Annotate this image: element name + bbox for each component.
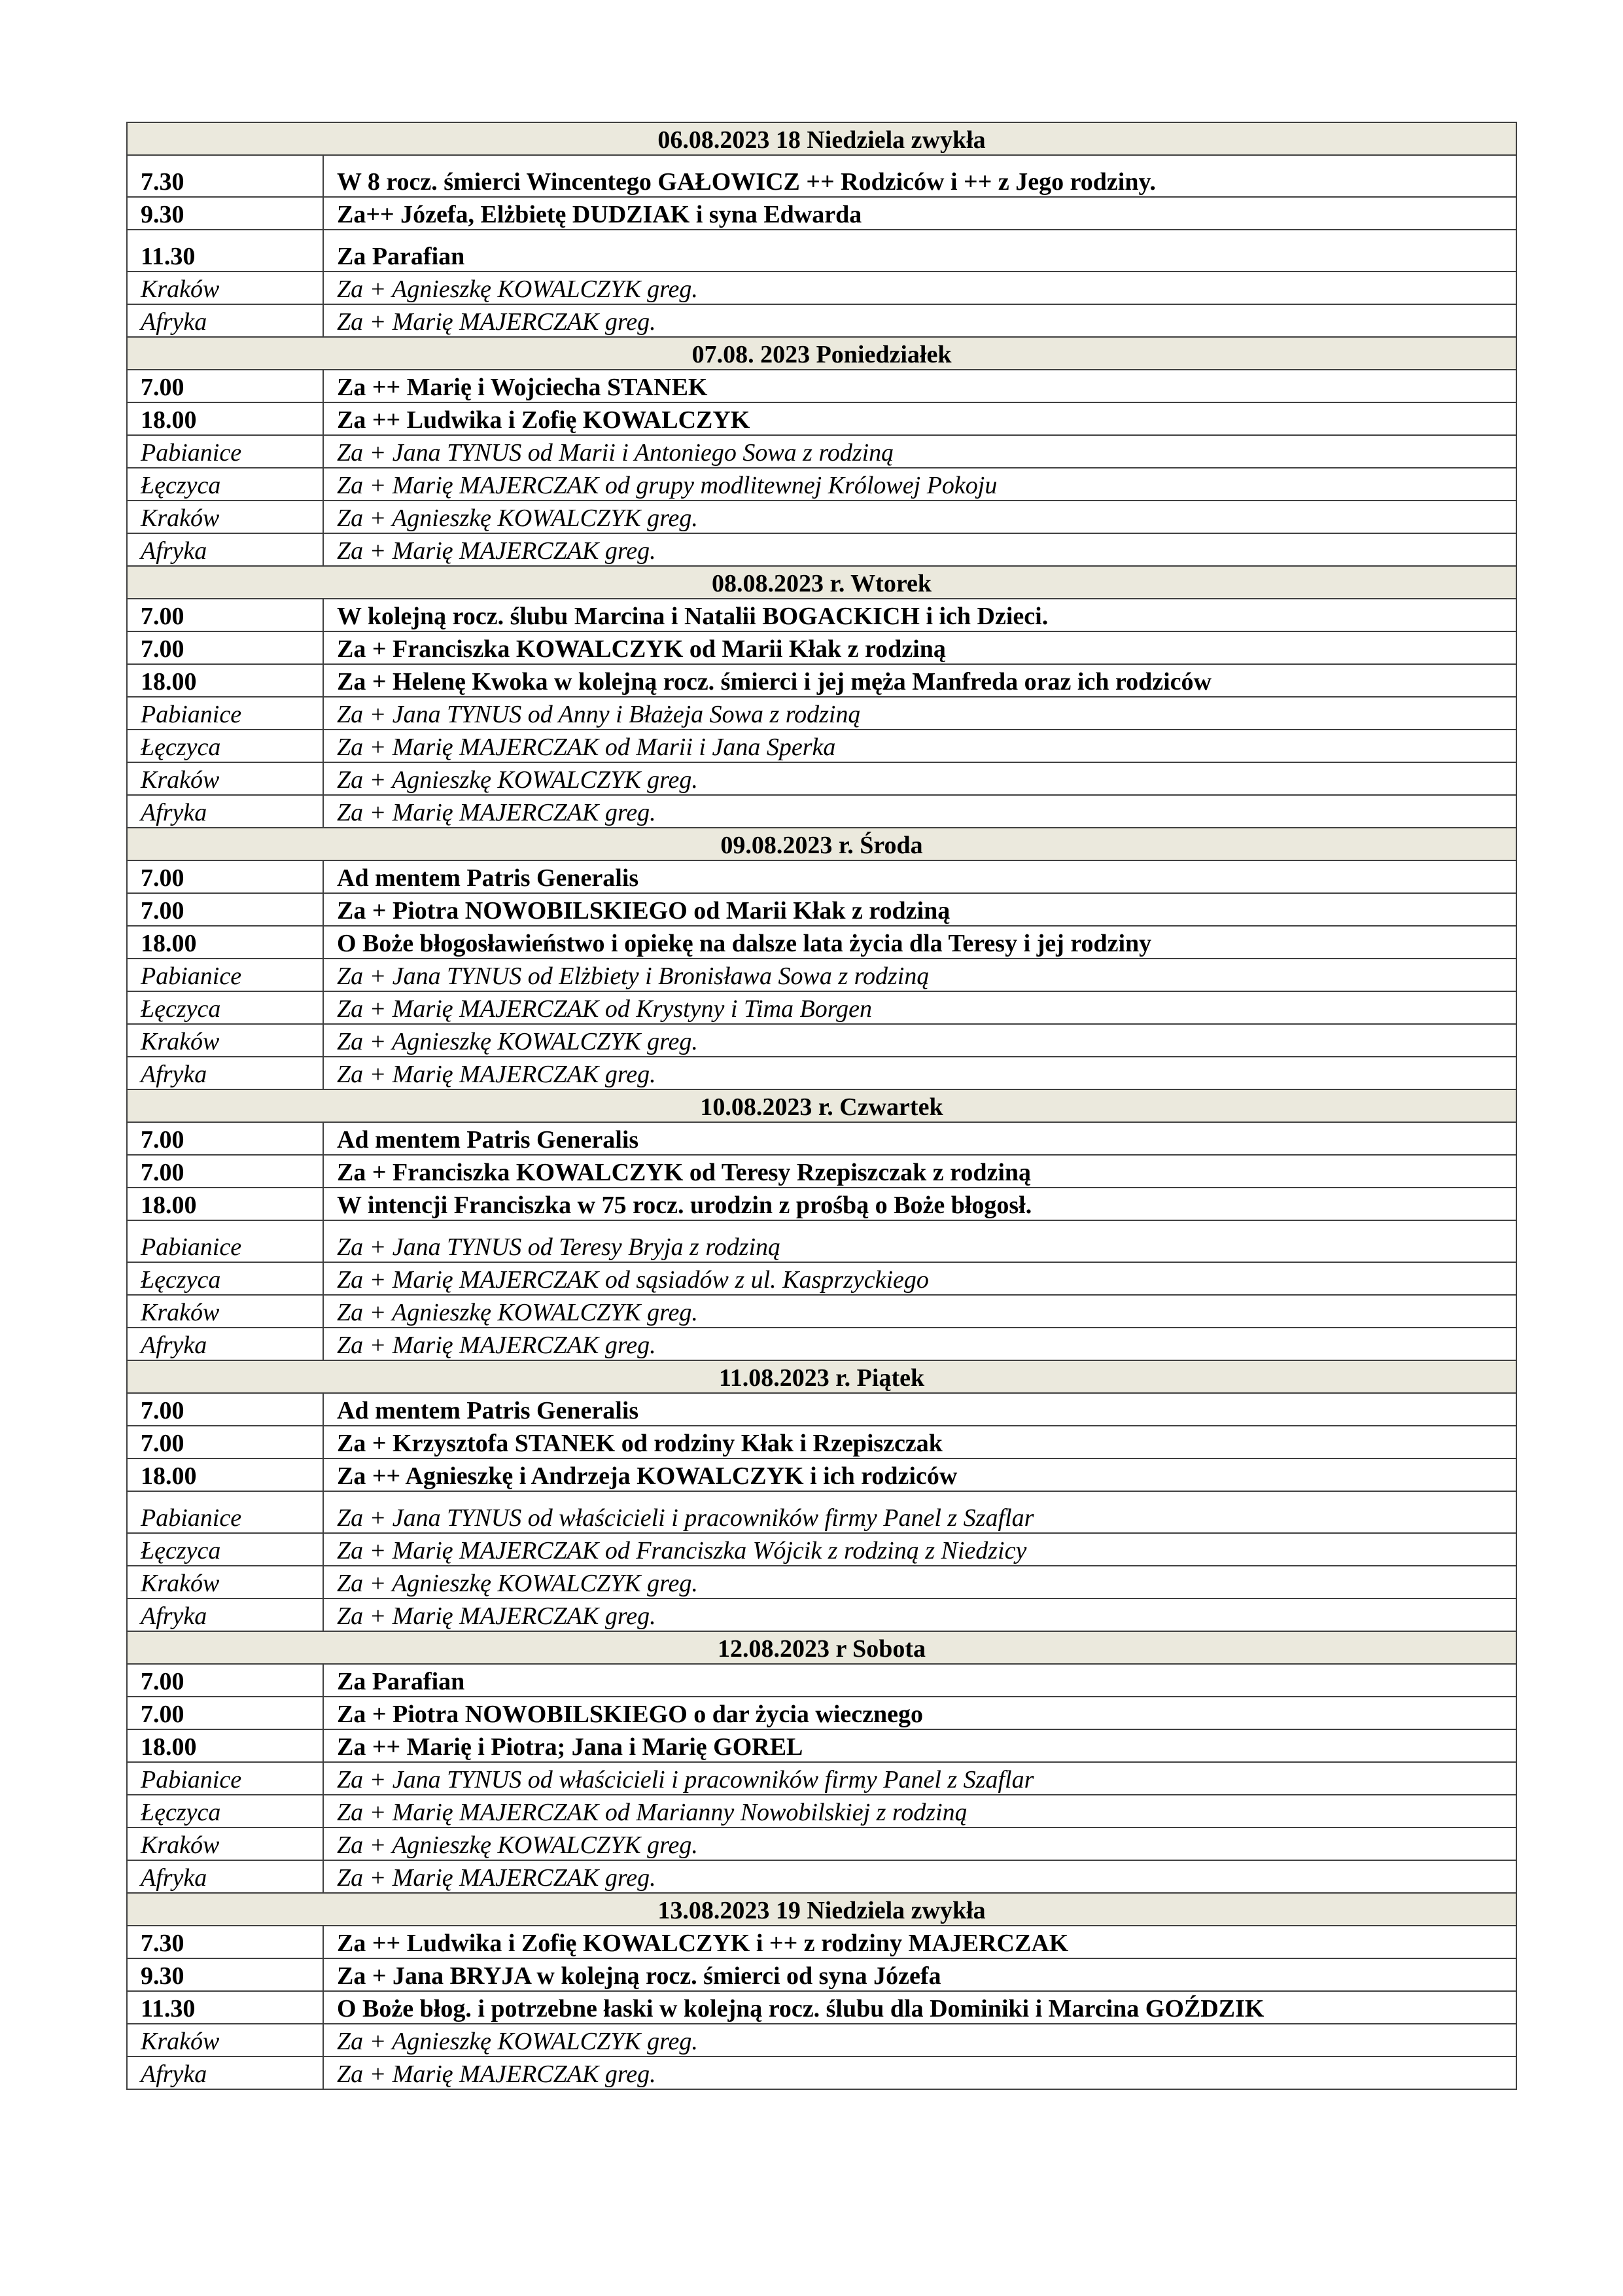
mass-row bbox=[127, 1926, 1516, 1958]
location-cell: Afryka bbox=[127, 533, 323, 566]
mass-row bbox=[127, 1426, 1516, 1458]
location-cell: Pabianice bbox=[127, 435, 323, 468]
intention-cell: Za + Franciszka KOWALCZYK od Teresy Rzepiszczak z rodziną bbox=[323, 1155, 1516, 1188]
mass-row bbox=[127, 1122, 1516, 1155]
intention-cell: Za + Agnieszkę KOWALCZYK greg. bbox=[323, 762, 1516, 795]
gregorian-row bbox=[127, 1828, 1516, 1860]
mass-row bbox=[127, 1958, 1516, 1991]
intention-cell: Za + Jana BRYJA w kolejną rocz. śmierci od syna Józefa bbox=[323, 1958, 1516, 1991]
gregorian-row bbox=[127, 762, 1516, 795]
time-cell: 11.30 bbox=[127, 230, 323, 272]
intention-cell: Za + Marię MAJERCZAK greg. bbox=[323, 1057, 1516, 1089]
intention-cell: Za + Agnieszkę KOWALCZYK greg. bbox=[323, 501, 1516, 533]
intention-cell: Za + Jana TYNUS od Anny i Błażeja Sowa z rodziną bbox=[323, 697, 1516, 730]
intention-cell: Za ++ Marię i Wojciecha STANEK bbox=[323, 370, 1516, 402]
intention-cell: Za + Helenę Kwoka w kolejną rocz. śmierci i jej męża Manfreda oraz ich rodziców bbox=[323, 664, 1516, 697]
location-cell: Pabianice bbox=[127, 1220, 323, 1262]
time-cell: 9.30 bbox=[127, 1958, 323, 1991]
location-cell: Kraków bbox=[127, 1566, 323, 1598]
mass-row bbox=[127, 664, 1516, 697]
day-header: 06.08.2023 18 Niedziela zwykła bbox=[127, 122, 1516, 155]
mass-row bbox=[127, 402, 1516, 435]
intention-cell: Za + Marię MAJERCZAK greg. bbox=[323, 304, 1516, 337]
time-cell: 7.00 bbox=[127, 1122, 323, 1155]
location-cell: Łęczyca bbox=[127, 991, 323, 1024]
gregorian-row bbox=[127, 1762, 1516, 1795]
gregorian-row bbox=[127, 795, 1516, 828]
time-cell: 7.30 bbox=[127, 155, 323, 197]
gregorian-row bbox=[127, 468, 1516, 501]
intention-cell: Za + Marię MAJERCZAK od sąsiadów z ul. Kasprzyckiego bbox=[323, 1262, 1516, 1295]
location-cell: Kraków bbox=[127, 1024, 323, 1057]
location-cell: Łęczyca bbox=[127, 468, 323, 501]
gregorian-row bbox=[127, 2024, 1516, 2057]
gregorian-row bbox=[127, 1860, 1516, 1893]
intention-cell: Za ++ Ludwika i Zofię KOWALCZYK bbox=[323, 402, 1516, 435]
intention-cell: Za + Marię MAJERCZAK od Marianny Nowobilskiej z rodziną bbox=[323, 1795, 1516, 1828]
mass-row bbox=[127, 1697, 1516, 1729]
mass-row bbox=[127, 1458, 1516, 1491]
intention-cell: Za ++ Agnieszkę i Andrzeja KOWALCZYK i ich rodziców bbox=[323, 1458, 1516, 1491]
intention-cell: Za + Agnieszkę KOWALCZYK greg. bbox=[323, 1828, 1516, 1860]
gregorian-row bbox=[127, 304, 1516, 337]
mass-row bbox=[127, 1664, 1516, 1697]
mass-row bbox=[127, 860, 1516, 893]
intention-cell: W kolejną rocz. ślubu Marcina i Natalii BOGACKICH i ich Dzieci. bbox=[323, 599, 1516, 631]
location-cell: Kraków bbox=[127, 272, 323, 304]
intention-cell: Za + Jana TYNUS od właścicieli i pracowników firmy Panel z Szaflar bbox=[323, 1762, 1516, 1795]
intention-cell: Ad mentem Patris Generalis bbox=[323, 1122, 1516, 1155]
intention-cell: Za Parafian bbox=[323, 230, 1516, 272]
mass-row bbox=[127, 1188, 1516, 1220]
intention-cell: Za++ Józefa, Elżbietę DUDZIAK i syna Edwarda bbox=[323, 197, 1516, 230]
gregorian-row bbox=[127, 435, 1516, 468]
intention-cell: Ad mentem Patris Generalis bbox=[323, 860, 1516, 893]
intention-cell: Za + Marię MAJERCZAK greg. bbox=[323, 533, 1516, 566]
gregorian-row bbox=[127, 272, 1516, 304]
gregorian-row bbox=[127, 1533, 1516, 1566]
location-cell: Afryka bbox=[127, 1328, 323, 1360]
intention-cell: Za + Agnieszkę KOWALCZYK greg. bbox=[323, 1295, 1516, 1328]
gregorian-row bbox=[127, 1491, 1516, 1533]
location-cell: Pabianice bbox=[127, 959, 323, 991]
gregorian-row bbox=[127, 533, 1516, 566]
day-header-row bbox=[127, 1893, 1516, 1926]
location-cell: Kraków bbox=[127, 762, 323, 795]
intention-cell: Za + Jana TYNUS od Marii i Antoniego Sowa z rodziną bbox=[323, 435, 1516, 468]
intention-cell: Za + Marię MAJERCZAK greg. bbox=[323, 2057, 1516, 2089]
intention-cell: Za + Marię MAJERCZAK greg. bbox=[323, 1328, 1516, 1360]
gregorian-row bbox=[127, 1328, 1516, 1360]
time-cell: 7.00 bbox=[127, 1664, 323, 1697]
intention-cell: Za + Piotra NOWOBILSKIEGO od Marii Kłak z rodziną bbox=[323, 893, 1516, 926]
time-cell: 7.00 bbox=[127, 1393, 323, 1426]
mass-row bbox=[127, 1393, 1516, 1426]
intention-cell: O Boże błogosławieństwo i opiekę na dalsze lata życia dla Teresy i jej rodziny bbox=[323, 926, 1516, 959]
intention-cell: Za + Jana TYNUS od Teresy Bryja z rodziną bbox=[323, 1220, 1516, 1262]
intention-cell: Ad mentem Patris Generalis bbox=[323, 1393, 1516, 1426]
location-cell: Afryka bbox=[127, 1598, 323, 1631]
gregorian-row bbox=[127, 1220, 1516, 1262]
mass-row bbox=[127, 1729, 1516, 1762]
mass-row bbox=[127, 1991, 1516, 2024]
gregorian-row bbox=[127, 1598, 1516, 1631]
gregorian-row bbox=[127, 991, 1516, 1024]
gregorian-row bbox=[127, 959, 1516, 991]
intention-cell: Za ++ Ludwika i Zofię KOWALCZYK i ++ z rodziny MAJERCZAK bbox=[323, 1926, 1516, 1958]
intention-cell: Za + Agnieszkę KOWALCZYK greg. bbox=[323, 272, 1516, 304]
day-header: 07.08. 2023 Poniedziałek bbox=[127, 337, 1516, 370]
intention-cell: Za + Franciszka KOWALCZYK od Marii Kłak z rodziną bbox=[323, 631, 1516, 664]
intention-cell: Za + Marię MAJERCZAK od Marii i Jana Sperka bbox=[323, 730, 1516, 762]
time-cell: 18.00 bbox=[127, 1188, 323, 1220]
location-cell: Łęczyca bbox=[127, 730, 323, 762]
day-header: 09.08.2023 r. Środa bbox=[127, 828, 1516, 860]
day-header: 10.08.2023 r. Czwartek bbox=[127, 1089, 1516, 1122]
mass-row bbox=[127, 230, 1516, 272]
day-header-row bbox=[127, 1089, 1516, 1122]
location-cell: Kraków bbox=[127, 1295, 323, 1328]
location-cell: Pabianice bbox=[127, 1491, 323, 1533]
mass-row bbox=[127, 155, 1516, 197]
intention-cell: Za + Agnieszkę KOWALCZYK greg. bbox=[323, 1024, 1516, 1057]
location-cell: Kraków bbox=[127, 2024, 323, 2057]
gregorian-row bbox=[127, 1295, 1516, 1328]
location-cell: Łęczyca bbox=[127, 1795, 323, 1828]
location-cell: Łęczyca bbox=[127, 1262, 323, 1295]
day-header: 11.08.2023 r. Piątek bbox=[127, 1360, 1516, 1393]
location-cell: Afryka bbox=[127, 2057, 323, 2089]
time-cell: 7.30 bbox=[127, 1926, 323, 1958]
time-cell: 7.00 bbox=[127, 599, 323, 631]
location-cell: Afryka bbox=[127, 795, 323, 828]
day-header-row bbox=[127, 1631, 1516, 1664]
time-cell: 7.00 bbox=[127, 1697, 323, 1729]
intention-cell: Za + Agnieszkę KOWALCZYK greg. bbox=[323, 1566, 1516, 1598]
time-cell: 7.00 bbox=[127, 1426, 323, 1458]
gregorian-row bbox=[127, 1795, 1516, 1828]
time-cell: 7.00 bbox=[127, 631, 323, 664]
intention-cell: O Boże błog. i potrzebne łaski w kolejną rocz. ślubu dla Dominiki i Marcina GOŹDZIK bbox=[323, 1991, 1516, 2024]
gregorian-row bbox=[127, 1262, 1516, 1295]
time-cell: 18.00 bbox=[127, 926, 323, 959]
time-cell: 18.00 bbox=[127, 1729, 323, 1762]
gregorian-row bbox=[127, 730, 1516, 762]
time-cell: 7.00 bbox=[127, 893, 323, 926]
gregorian-row bbox=[127, 697, 1516, 730]
day-header-row bbox=[127, 122, 1516, 155]
gregorian-row bbox=[127, 1566, 1516, 1598]
location-cell: Kraków bbox=[127, 501, 323, 533]
intention-cell: Za + Marię MAJERCZAK od grupy modlitewnej Królowej Pokoju bbox=[323, 468, 1516, 501]
mass-row bbox=[127, 370, 1516, 402]
day-header-row bbox=[127, 828, 1516, 860]
intention-cell: Za + Jana TYNUS od Elżbiety i Bronisława Sowa z rodziną bbox=[323, 959, 1516, 991]
location-cell: Afryka bbox=[127, 1057, 323, 1089]
gregorian-row bbox=[127, 1024, 1516, 1057]
time-cell: 7.00 bbox=[127, 1155, 323, 1188]
location-cell: Afryka bbox=[127, 1860, 323, 1893]
mass-row bbox=[127, 631, 1516, 664]
intention-cell: Za + Krzysztofa STANEK od rodziny Kłak i Rzepiszczak bbox=[323, 1426, 1516, 1458]
location-cell: Pabianice bbox=[127, 697, 323, 730]
location-cell: Kraków bbox=[127, 1828, 323, 1860]
mass-row bbox=[127, 599, 1516, 631]
mass-row bbox=[127, 926, 1516, 959]
day-header-row bbox=[127, 337, 1516, 370]
day-header-row bbox=[127, 566, 1516, 599]
mass-row bbox=[127, 893, 1516, 926]
intention-cell: Za ++ Marię i Piotra; Jana i Marię GOREL bbox=[323, 1729, 1516, 1762]
gregorian-row bbox=[127, 2057, 1516, 2089]
intention-cell: Za + Piotra NOWOBILSKIEGO o dar życia wiecznego bbox=[323, 1697, 1516, 1729]
intention-cell: W 8 rocz. śmierci Wincentego GAŁOWICZ ++ Rodziców i ++ z Jego rodziny. bbox=[323, 155, 1516, 197]
location-cell: Łęczyca bbox=[127, 1533, 323, 1566]
time-cell: 18.00 bbox=[127, 664, 323, 697]
intention-cell: Za + Marię MAJERCZAK greg. bbox=[323, 795, 1516, 828]
schedule-body bbox=[127, 122, 1516, 2089]
mass-row bbox=[127, 197, 1516, 230]
intention-cell: Za + Jana TYNUS od właścicieli i pracowników firmy Panel z Szaflar bbox=[323, 1491, 1516, 1533]
time-cell: 11.30 bbox=[127, 1991, 323, 2024]
intention-cell: W intencji Franciszka w 75 rocz. urodzin z prośbą o Boże błogosł. bbox=[323, 1188, 1516, 1220]
gregorian-row bbox=[127, 501, 1516, 533]
time-cell: 7.00 bbox=[127, 860, 323, 893]
intention-cell: Za + Marię MAJERCZAK greg. bbox=[323, 1860, 1516, 1893]
day-header: 13.08.2023 19 Niedziela zwykła bbox=[127, 1893, 1516, 1926]
time-cell: 18.00 bbox=[127, 1458, 323, 1491]
day-header: 08.08.2023 r. Wtorek bbox=[127, 566, 1516, 599]
location-cell: Afryka bbox=[127, 304, 323, 337]
intention-cell: Za + Marię MAJERCZAK greg. bbox=[323, 1598, 1516, 1631]
time-cell: 9.30 bbox=[127, 197, 323, 230]
mass-intentions-table bbox=[126, 122, 1517, 2090]
gregorian-row bbox=[127, 1057, 1516, 1089]
intention-cell: Za + Agnieszkę KOWALCZYK greg. bbox=[323, 2024, 1516, 2057]
time-cell: 7.00 bbox=[127, 370, 323, 402]
time-cell: 18.00 bbox=[127, 402, 323, 435]
intention-cell: Za + Marię MAJERCZAK od Franciszka Wójcik z rodziną z Niedzicy bbox=[323, 1533, 1516, 1566]
mass-row bbox=[127, 1155, 1516, 1188]
intention-cell: Za + Marię MAJERCZAK od Krystyny i Tima Borgen bbox=[323, 991, 1516, 1024]
day-header-row bbox=[127, 1360, 1516, 1393]
location-cell: Pabianice bbox=[127, 1762, 323, 1795]
day-header: 12.08.2023 r Sobota bbox=[127, 1631, 1516, 1664]
intention-cell: Za Parafian bbox=[323, 1664, 1516, 1697]
